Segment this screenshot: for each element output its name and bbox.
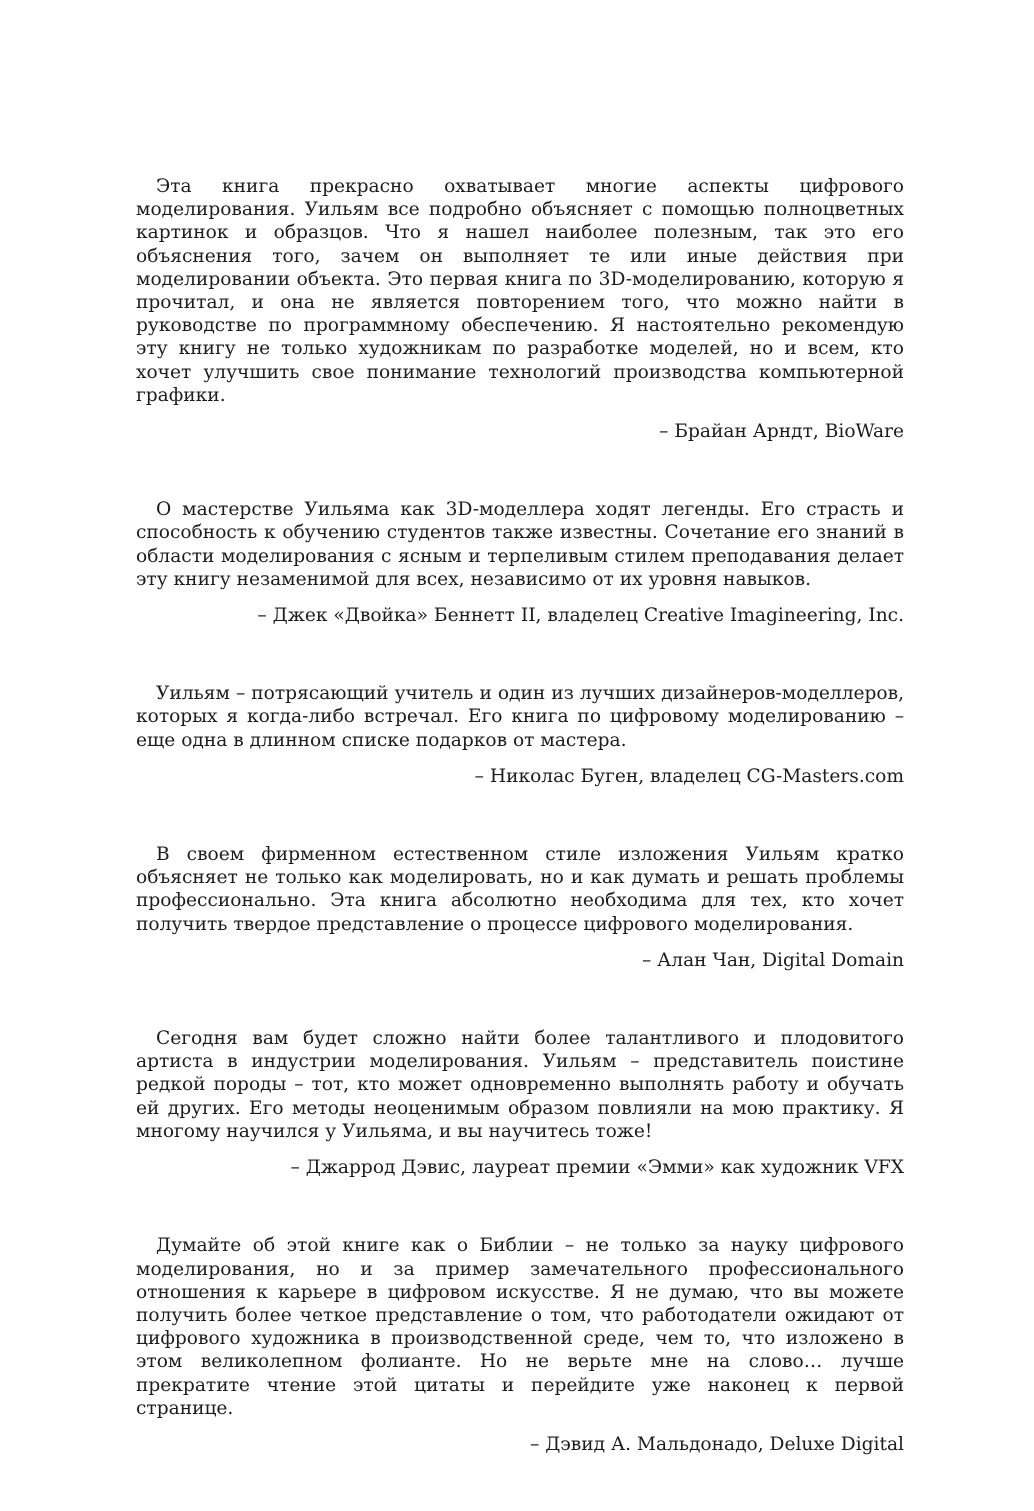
- testimonial-text: О мастерстве Уильяма как 3D-моделлера ходят легенды. Его страсть и способность к обучению студентов также известны. Сочетание его знаний в области моделирования с ясным и терпеливым стилем преподавания делает эту книгу незаменимой для всех, независимо от их уровня навыков.: [136, 499, 904, 590]
- testimonial-text: Думайте об этой книге как о Библии – не только за науку цифрового моделирования, но и за пример замечательного профессионального отношения к карьере в цифровом искусстве. Я не думаю, что вы можете получить более четкое представление о том, что работодатели ожидают от цифрового художника в производственной среде, чем то, что изложено в этом великолепном фолианте. Но не верьте мне на слово… лучше прекратите чтение этой цитаты и перейдите уже наконец к первой странице.: [136, 1235, 904, 1419]
- testimonial-text: Эта книга прекрасно охватывает многие аспекты цифрового моделирования. Уильям все подробно объясняет с помощью полноцветных картинок и образцов. Что я нашел наиболее полезным, так это его объяснения того, зачем он выполняет те или иные действия при моделировании объекта. Это первая книга по 3D-моделированию, которую я прочитал, и она не является повторением того, что можно найти в руководстве по программному обеспечению. Я настоятельно рекомендую эту книгу не только художникам по разработке моделей, но и всем, кто хочет улучшить свое понимание технологий производства компьютерной графики.: [136, 176, 904, 406]
- testimonial: [136, 498, 904, 627]
- testimonial-text: В своем фирменном естественном стиле изложения Уильям кратко объясняет не только как моделировать, но и как думать и решать проблемы профессионально. Эта книга абсолютно необходима для тех, кто хочет получить твердое представление о процессе цифрового моделирования.: [136, 844, 904, 935]
- testimonial: [136, 1027, 904, 1179]
- testimonial-attribution: – Джаррод Дэвис, лауреат премии «Эмми» как художник VFX: [290, 1157, 904, 1179]
- testimonial-attribution: – Дэвид А. Мальдонадо, Deluxe Digital: [530, 1433, 904, 1455]
- testimonial-attribution: – Брайан Арндт, BioWare: [659, 421, 904, 443]
- testimonial-text: Сегодня вам будет сложно найти более талантливого и плодовитого артиста в индустрии моделирования. Уильям – представитель поистине редкой породы – тот, кто может одновременно выполнять работу и обучать ей других. Его методы неоценимым образом повлияли на мою практику. Я многому научился у Уильяма, и вы научитесь тоже!: [136, 1028, 904, 1142]
- testimonial-attribution: – Алан Чан, Digital Domain: [641, 949, 904, 971]
- testimonial-attribution: – Николас Буген, владелец CG-Masters.com: [474, 765, 904, 787]
- testimonial: [136, 1234, 904, 1456]
- testimonials-page: [136, 175, 904, 1511]
- testimonial: [136, 843, 904, 972]
- testimonial: [136, 175, 904, 443]
- testimonial: [136, 682, 904, 788]
- testimonial-attribution: – Джек «Двойка» Беннетт II, владелец Creative Imagineering, Inc.: [257, 605, 904, 627]
- testimonial-text: Уильям – потрясающий учитель и один из лучших дизайнеров-моделлеров, которых я когда-либо встречал. Его книга по цифровому моделированию – еще одна в длинном списке подарков от мастера.: [136, 683, 904, 751]
